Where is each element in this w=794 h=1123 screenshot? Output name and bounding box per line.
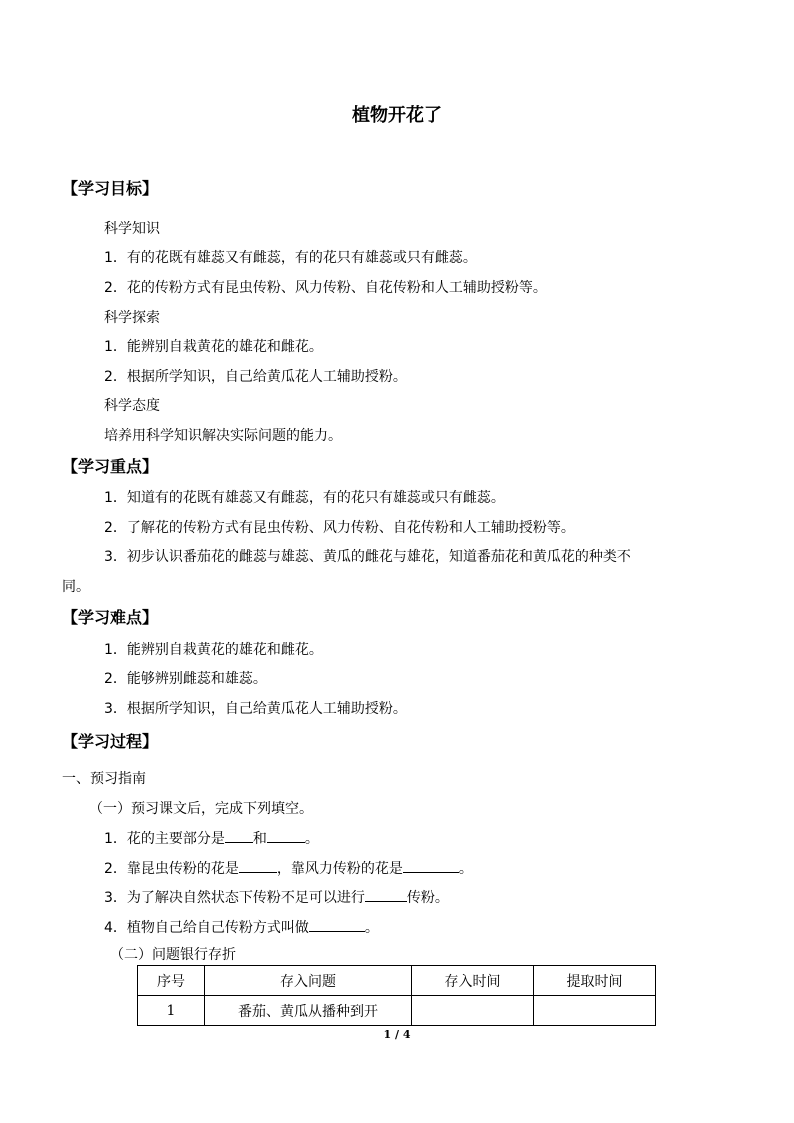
table-header-row: [138, 966, 656, 996]
key-points-heading: 【学习重点】: [62, 457, 159, 476]
page-number: 1 / 4: [383, 1028, 411, 1041]
question-1: [104, 829, 319, 848]
q4-blank-1[interactable]: [309, 918, 365, 932]
q1-blank-1[interactable]: [225, 829, 253, 843]
key-point-1: 1．知道有的花既有雄蕊又有雌蕊，有的花只有雄蕊或只有雌蕊。: [104, 490, 505, 506]
q2-text-a: 2．靠昆虫传粉的花是: [104, 861, 239, 877]
q4-text-b: 。: [364, 920, 379, 936]
q4-text-a: 4．植物自己给自己传粉方式叫做: [104, 920, 309, 936]
knowledge-item-1: 1．有的花既有雄蕊又有雌蕊，有的花只有雄蕊或只有雌蕊。: [104, 250, 477, 266]
table-cell-withdraw-time[interactable]: [534, 996, 656, 1026]
table-header-cell: 提取时间: [534, 966, 656, 996]
q2-text-b: ，靠风力传粉的花是: [276, 861, 403, 877]
q2-blank-2[interactable]: [403, 859, 459, 873]
table-cell-question[interactable]: 番茄、黄瓜从播种到开: [205, 996, 412, 1026]
process-heading: 【学习过程】: [62, 732, 159, 751]
key-point-2: 2．了解花的传粉方式有昆虫传粉、风力传粉、自花传粉和人工辅助授粉等。: [104, 520, 575, 536]
q1-blank-2[interactable]: [267, 829, 305, 843]
explore-item-1: 1．能辨别自栽黄花的雄花和雌花。: [104, 339, 323, 355]
knowledge-label: 科学知识: [104, 221, 160, 237]
q3-text-a: 3．为了解决自然状态下传粉不足可以进行: [104, 890, 365, 906]
q1-text-c: 。: [304, 831, 319, 847]
q3-blank-1[interactable]: [365, 888, 407, 902]
explore-label: 科学探索: [104, 310, 160, 326]
q2-blank-1[interactable]: [239, 859, 277, 873]
attitude-label: 科学态度: [104, 398, 160, 414]
attitude-item-1: 培养用科学知识解决实际问题的能力。: [104, 428, 342, 444]
key-point-3: 3．初步认识番茄花的雌蕊与雄蕊、黄瓜的雌花与雄花，知道番茄花和黄瓜花的种类不: [104, 549, 631, 565]
q3-text-b: 传粉。: [406, 890, 449, 906]
question-3: [104, 888, 449, 907]
table-header-cell: 存入问题: [205, 966, 412, 996]
q1-text-a: 1．花的主要部分是: [104, 831, 225, 847]
difficulties-heading: 【学习难点】: [62, 608, 159, 627]
explore-item-2: 2．根据所学知识，自己给黄瓜花人工辅助授粉。: [104, 369, 407, 385]
table-cell-index: 1: [138, 996, 205, 1026]
table-header-cell: 存入时间: [412, 966, 534, 996]
key-point-3-cont: 同。: [62, 579, 90, 595]
knowledge-item-2: 2．花的传粉方式有昆虫传粉、风力传粉、自花传粉和人工辅助授粉等。: [104, 280, 547, 296]
difficulty-3: 3．根据所学知识，自己给黄瓜花人工辅助授粉。: [104, 701, 407, 717]
difficulty-1: 1．能辨别自栽黄花的雄花和雌花。: [104, 642, 323, 658]
question-bank-table: [137, 965, 656, 1026]
q2-text-c: 。: [458, 861, 473, 877]
preview-guide-title: 一、预习指南: [62, 771, 146, 787]
page-title: 植物开花了: [352, 105, 442, 126]
fill-in-instruction: （一）预习课文后，完成下列填空。: [89, 801, 313, 817]
objectives-heading: 【学习目标】: [62, 179, 159, 198]
table-header-cell: 序号: [138, 966, 205, 996]
q1-text-b: 和: [252, 831, 267, 847]
table-row: [138, 996, 656, 1026]
question-4: [104, 918, 379, 937]
difficulty-2: 2．能够辨别雌蕊和雄蕊。: [104, 671, 267, 687]
question-2: [104, 859, 473, 878]
question-bank-title: （二）问题银行存折: [110, 947, 236, 963]
table-cell-deposit-time[interactable]: [412, 996, 534, 1026]
